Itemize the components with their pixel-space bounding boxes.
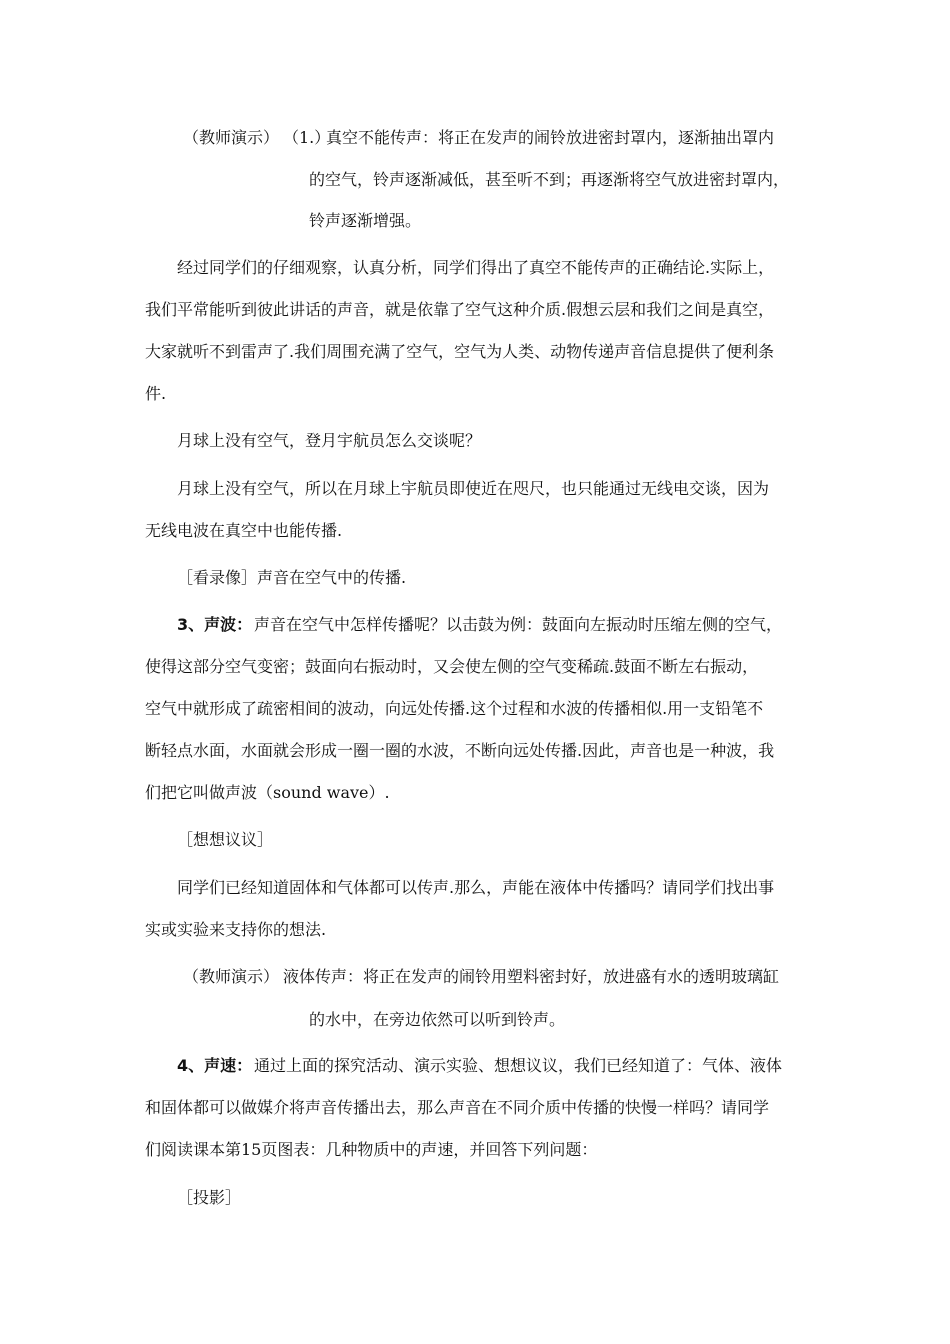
demo-label: （教师演示） (183, 128, 280, 147)
section-heading: 3、声波： (177, 615, 253, 634)
paragraph-line: 断轻点水面，水面就会形成一圈一圈的水波，不断向远处传播.因此，声音也是一种波，我 (145, 741, 775, 760)
section-heading: 4、声速： (177, 1056, 253, 1075)
paragraph-line: 实或实验来支持你的想法. (145, 920, 327, 939)
demo-number: （1.） (283, 128, 331, 147)
demo-text-line: 铃声逐渐增强。 (309, 211, 422, 230)
paragraph-line: 同学们已经知道固体和气体都可以传声.那么，声能在液体中传播吗？请同学们找出事 (177, 878, 775, 897)
paragraph-line: 大家就听不到雷声了.我们周围充满了空气，空气为人类、动物传递声音信息提供了便利条 (145, 342, 775, 361)
paragraph-line: 月球上没有空气，所以在月球上宇航员即使近在咫尺，也只能通过无线电交谈，因为 (177, 479, 770, 498)
paragraph-line: 我们平常能听到彼此讲话的声音，就是依靠了空气这种介质.假想云层和我们之间是真空， (145, 300, 775, 319)
demo-text-line: 真空不能传声：将正在发声的闹铃放进密封罩内，逐渐抽出罩内 (326, 128, 775, 147)
paragraph-line: 们把它叫做声波（sound wave）. (145, 783, 390, 802)
demo-text-line: 的空气，铃声逐渐减低，甚至听不到；再逐渐将空气放进密封罩内， (309, 170, 790, 189)
demo-text-line: 液体传声：将正在发声的闹铃用塑料密封好，放进盛有水的透明玻璃缸 (283, 967, 780, 986)
paragraph-line: 无线电波在真空中也能传播. (145, 521, 343, 540)
paragraph-line: 使得这部分空气变密；鼓面向右振动时，又会使左侧的空气变稀疏.鼓面不断左右振动， (145, 657, 759, 676)
question-text: 月球上没有空气，登月宇航员怎么交谈呢？ (177, 431, 482, 450)
paragraph-line: 声音在空气中怎样传播呢？以击鼓为例：鼓面向左振动时压缩左侧的空气， (254, 615, 783, 634)
projection-label: ［投影］ (177, 1188, 242, 1207)
paragraph-line: 们阅读课本第15页图表：几种物质中的声速，并回答下列问题： (145, 1140, 598, 1159)
paragraph-line: 空气中就形成了疏密相间的波动，向远处传播.这个过程和水波的传播相似.用一支铅笔不 (145, 699, 764, 718)
demo-text-line: 的水中，在旁边依然可以听到铃声。 (309, 1010, 566, 1029)
paragraph-line: 件. (145, 384, 167, 403)
demo-label: （教师演示） (183, 967, 280, 986)
video-note: ［看录像］声音在空气中的传播. (177, 568, 407, 587)
think-discuss-label: ［想想议议］ (177, 830, 274, 849)
paragraph-line: 通过上面的探究活动、演示实验、想想议议，我们已经知道了：气体、液体 (254, 1056, 783, 1075)
paragraph-line: 经过同学们的仔细观察，认真分析，同学们得出了真空不能传声的正确结论.实际上， (177, 258, 775, 277)
paragraph-line: 和固体都可以做媒介将声音传播出去，那么声音在不同介质中传播的快慢一样吗？请同学 (145, 1098, 770, 1117)
